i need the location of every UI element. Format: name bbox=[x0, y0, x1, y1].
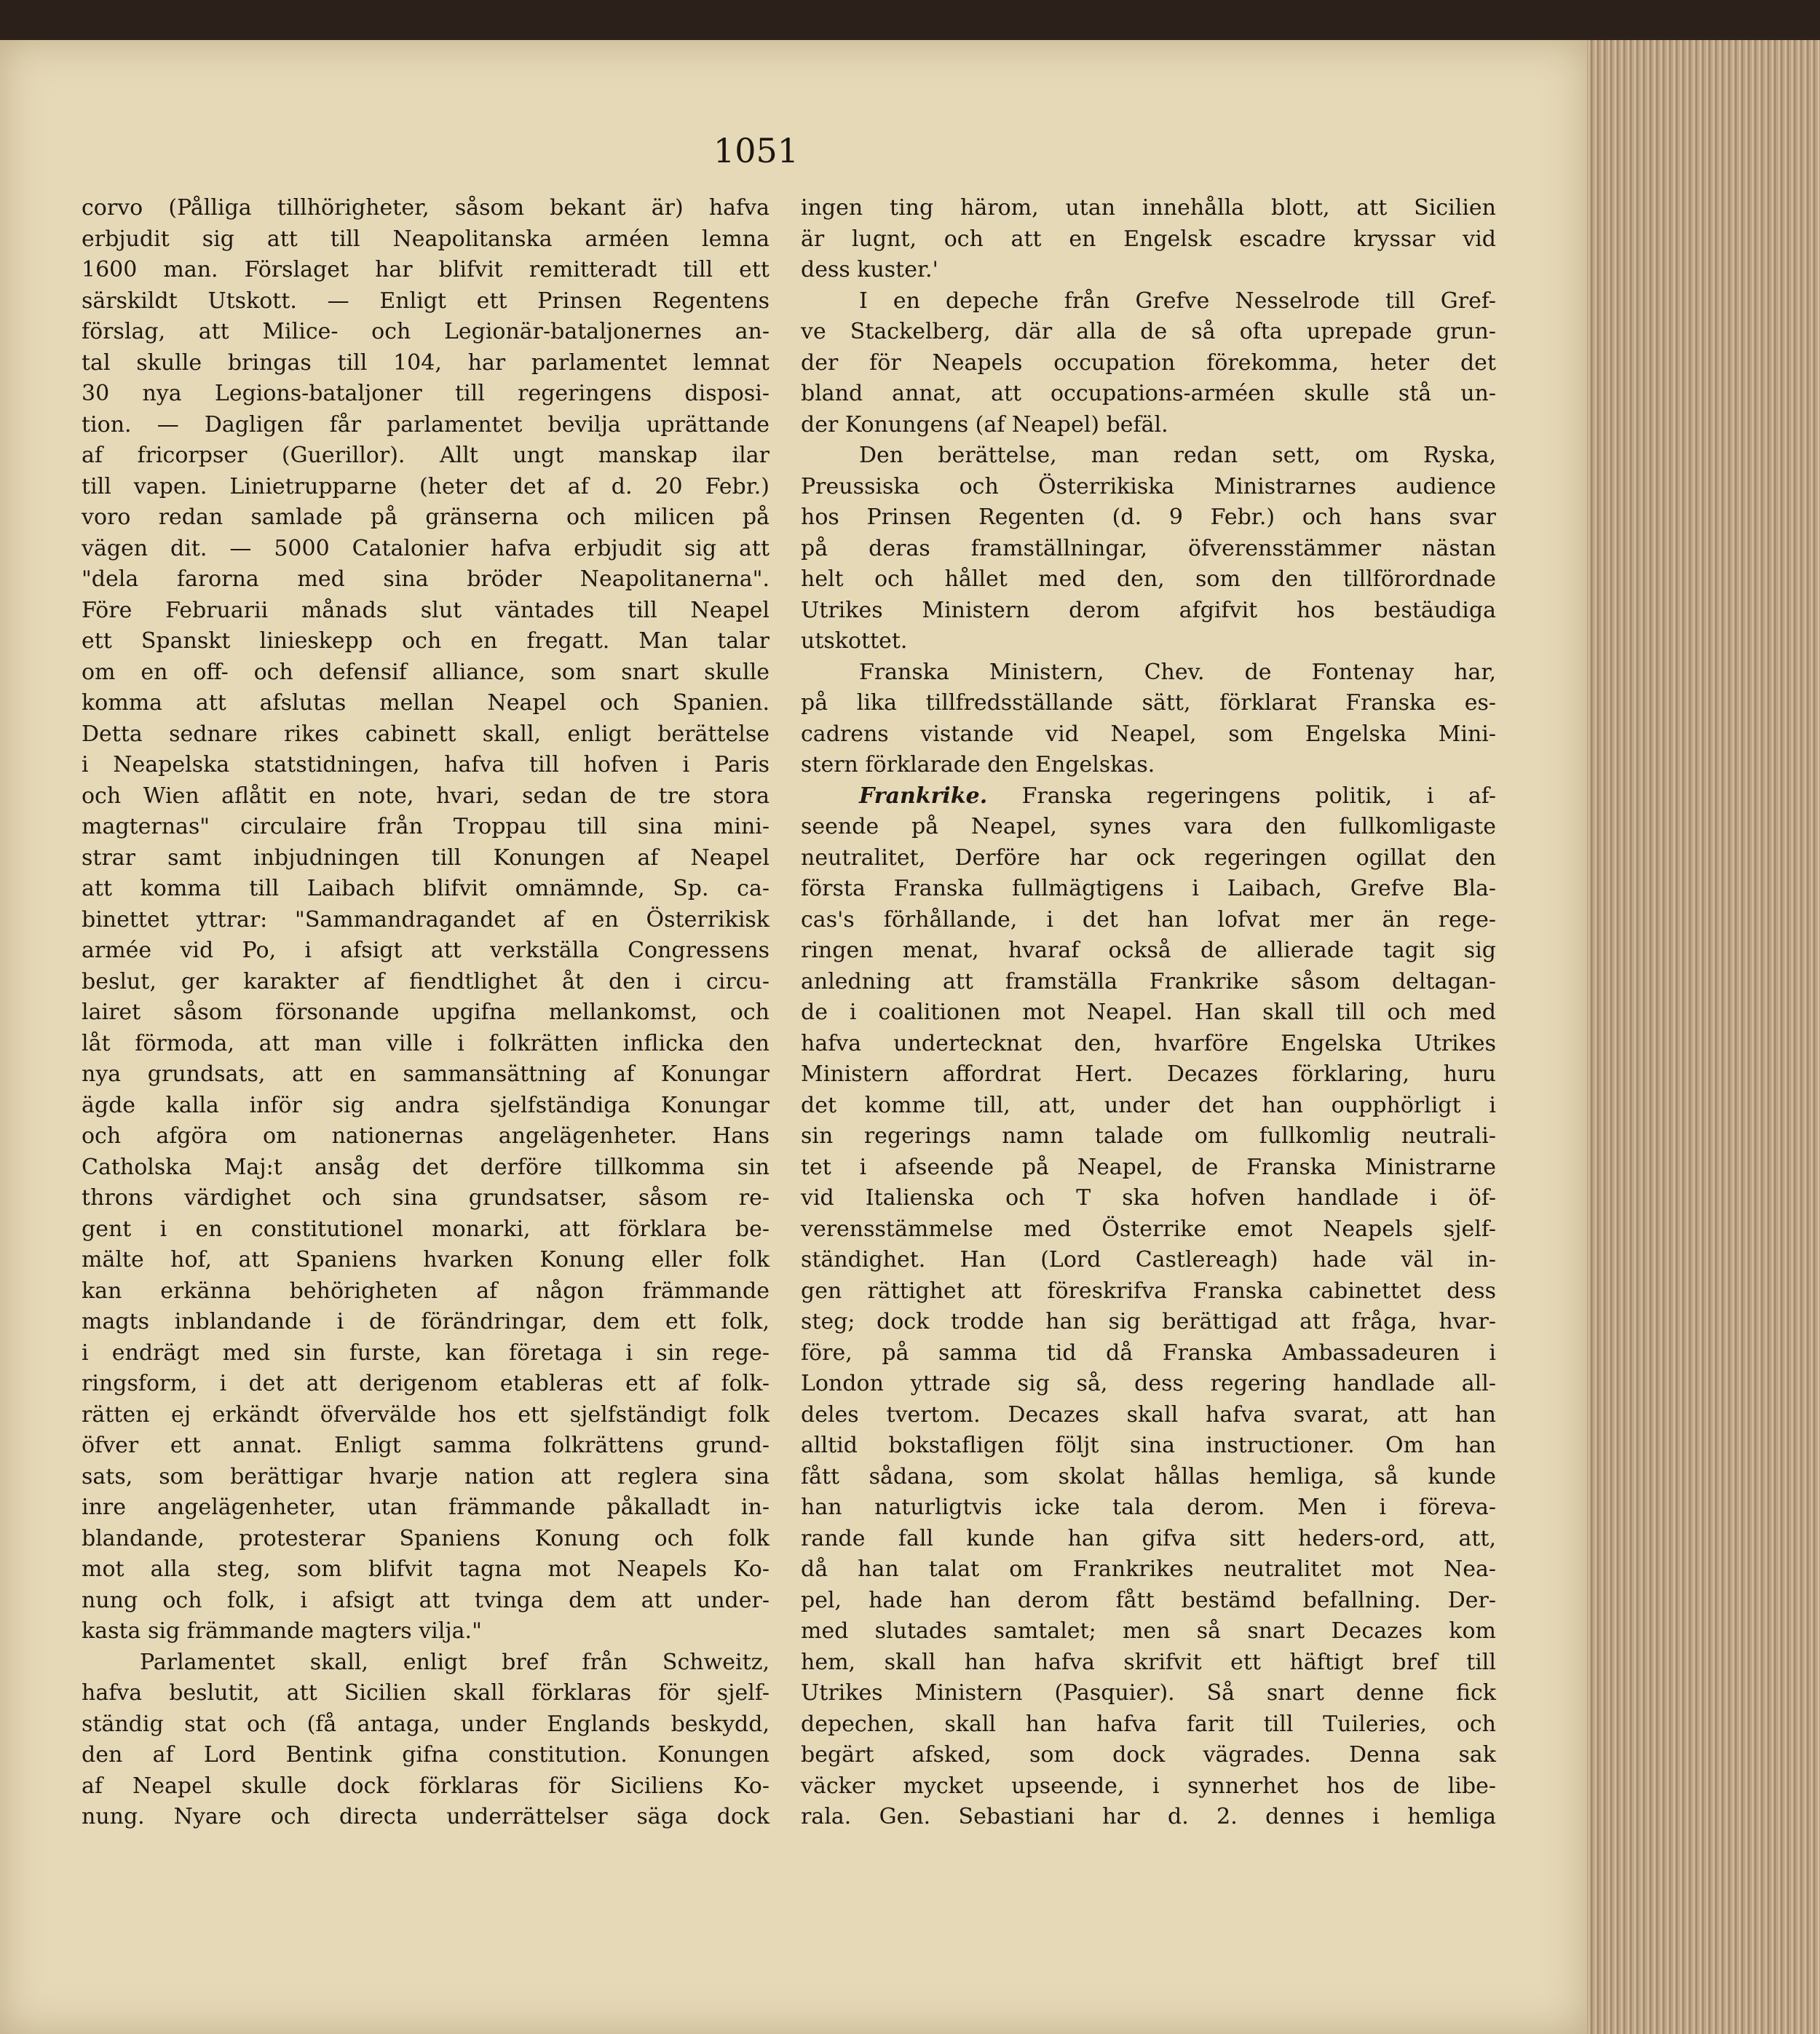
text-line: steg; dock trodde han sig berättigad att fråga, hvar- bbox=[801, 1309, 1496, 1334]
text-line: hafva beslutit, att Sicilien skall förklaras för sjelf- bbox=[82, 1680, 769, 1706]
text-line: ringen menat, hvaraf också de allierade tagit sig bbox=[801, 938, 1496, 963]
text-line: väcker mycket upseende, i synnerhet hos de libe- bbox=[801, 1773, 1496, 1799]
text-line: sats, som berättigar hvarje nation att reglera sina bbox=[82, 1463, 769, 1489]
text-line: lairet såsom försonande upgifna mellankomst, och bbox=[82, 1000, 769, 1025]
text-line: ägde kalla inför sig andra sjelfständiga Konungar bbox=[82, 1092, 769, 1118]
text-line: Franska Ministern, Chev. de Fontenay har, bbox=[859, 659, 1496, 685]
text-line: anledning att framställa Frankrike såsom deltagan- bbox=[801, 968, 1496, 994]
text-line: ringsform, i det att derigenom etableras ett af folk- bbox=[82, 1371, 769, 1396]
text-line: kasta sig främmande magters vilja." bbox=[82, 1618, 482, 1644]
text-line: i Neapelska statstidningen, hafva till hofven i Paris bbox=[82, 752, 769, 777]
text-line: och afgöra om nationernas angelägenheter. Hans bbox=[82, 1123, 769, 1149]
text-line: neutralitet, Derföre har ock regeringen ogillat den bbox=[801, 844, 1496, 871]
text-line: Utrikes Ministern derom afgifvit hos bestäudiga bbox=[801, 597, 1496, 623]
section-heading: Frankrike. bbox=[859, 783, 988, 809]
text-line: fått sådana, som skolat hållas hemliga, så kunde bbox=[801, 1463, 1496, 1489]
text-line: komma att afslutas mellan Neapel och Spanien. bbox=[82, 690, 769, 716]
text-line: låt förmoda, att man ville i folkrätten inflicka den bbox=[82, 1030, 769, 1056]
text-line: särskildt Utskott. — Enligt ett Prinsen Regentens bbox=[82, 288, 769, 314]
text-line: är lugnt, och att en Engelsk escadre kryssar vid bbox=[801, 226, 1496, 252]
text-line: öfver ett annat. Enligt samma folkrättens grund- bbox=[82, 1433, 769, 1458]
text-line: strar samt inbjudningen till Konungen af Neapel bbox=[82, 844, 769, 871]
text-line: bland annat, att occupations-arméen skulle stå un- bbox=[801, 381, 1496, 406]
text-line: första Franska fullmägtigens i Laibach, Grefve Bla- bbox=[801, 876, 1496, 901]
text-line: nya grundsats, att en sammansättning af Konungar bbox=[82, 1061, 769, 1087]
text-line: cas's förhållande, i det han lofvat mer än rege- bbox=[801, 906, 1496, 933]
text-line: rande fall kunde han gifva sitt heders-ord, att, bbox=[801, 1525, 1496, 1551]
text-line: voro redan samlade på gränserna och milicen på bbox=[82, 504, 769, 530]
text-line: sin regerings namn talade om fullkomlig neutrali- bbox=[801, 1123, 1496, 1149]
text-line: hem, skall han hafva skrifvit ett häftigt bref till bbox=[801, 1649, 1496, 1675]
text-line: Parlamentet skall, enligt bref från Schweitz, bbox=[140, 1649, 769, 1675]
text-line: stern förklarade den Engelskas. bbox=[801, 752, 1155, 777]
text-line: mälte hof, att Spaniens hvarken Konung eller folk bbox=[82, 1247, 769, 1273]
text-line: före, på samma tid då Franska Ambassadeuren i bbox=[801, 1339, 1496, 1366]
page-number: 1051 bbox=[713, 131, 799, 170]
text-line: ständig stat och (få antaga, under Englands beskydd, bbox=[82, 1711, 769, 1737]
text-line: tet i afseende på Neapel, de Franska Ministrarne bbox=[801, 1154, 1496, 1180]
text-line: Preussiska och Österrikiska Ministrarnes audience bbox=[801, 473, 1496, 499]
text-line: gen rättighet att föreskrifva Franska cabinettet dess bbox=[801, 1278, 1496, 1304]
text-line: nung. Nyare och directa underrättelser säga dock bbox=[82, 1804, 769, 1829]
text-line: armée vid Po, i afsigt att verkställa Congressens bbox=[82, 938, 769, 963]
text-line: den af Lord Bentink gifna constitution. Konungen bbox=[82, 1742, 769, 1768]
text-line: och Wien aflåtit en note, hvari, sedan de tre stora bbox=[82, 783, 769, 809]
text-line: deles tvertom. Decazes skall hafva svarat, att han bbox=[801, 1401, 1496, 1428]
text-line: rätten ej erkändt öfvervälde hos ett sjelfständigt folk bbox=[82, 1401, 769, 1428]
text-line: ingen ting härom, utan innehålla blott, att Sicilien bbox=[801, 195, 1496, 221]
text-line: förslag, att Milice- och Legionär-bataljonernes an- bbox=[82, 319, 769, 344]
text-line-body: Franska regeringens politik, i af- bbox=[1021, 783, 1496, 809]
text-line bbox=[801, 781, 1496, 812]
text-line: beslut, ger karakter af fiendtlighet åt den i circu- bbox=[82, 968, 769, 994]
text-line: inre angelägenheter, utan främmande påkalladt in- bbox=[82, 1495, 769, 1520]
text-line: på deras framställningar, öfverensstämmer nästan bbox=[801, 535, 1496, 561]
text-line: af Neapel skulle dock förklaras för Siciliens Ko- bbox=[82, 1773, 769, 1799]
text-line: Utrikes Ministern (Pasquier). Så snart denne fick bbox=[801, 1680, 1496, 1706]
text-line: helt och hållet med den, som den tillförordnade bbox=[801, 566, 1496, 592]
text-line: 1600 man. Förslaget har blifvit remitteradt till ett bbox=[82, 257, 769, 282]
text-line: mot alla steg, som blifvit tagna mot Neapels Ko- bbox=[82, 1556, 769, 1582]
text-line: utskottet. bbox=[801, 628, 908, 654]
text-line: då han talat om Frankrikes neutralitet mot Nea- bbox=[801, 1556, 1496, 1582]
right-text-column bbox=[801, 193, 1496, 1833]
text-line: ve Stackelberg, där alla de så ofta uprepade grun- bbox=[801, 319, 1496, 344]
text-line: London yttrade sig så, dess regering handlade all- bbox=[801, 1371, 1496, 1396]
text-line: cadrens vistande vid Neapel, som Engelska Mini- bbox=[801, 721, 1496, 747]
text-line: binettet yttrar: "Sammandragandet af en Österrikisk bbox=[82, 906, 769, 933]
text-line: ett Spanskt linieskepp och en fregatt. Man talar bbox=[82, 628, 769, 654]
text-line: tal skulle bringas till 104, har parlamentet lemnat bbox=[82, 349, 769, 376]
text-line: det komme till, att, under det han oupphörligt i bbox=[801, 1092, 1496, 1118]
text-line: seende på Neapel, synes vara den fullkomligaste bbox=[801, 814, 1496, 839]
text-line: till vapen. Linietrupparne (heter det af d. 20 Febr.) bbox=[82, 473, 769, 499]
text-line: erbjudit sig att till Neapolitanska arméen lemna bbox=[82, 226, 769, 252]
text-line: alltid bokstafligen följt sina instructioner. Om han bbox=[801, 1433, 1496, 1458]
text-line: Catholska Maj:t ansåg det derföre tillkomma sin bbox=[82, 1154, 769, 1180]
text-line: magternas" circulaire från Troppau till sina mini- bbox=[82, 814, 769, 839]
left-text-column bbox=[82, 193, 769, 1833]
page-edges bbox=[1587, 40, 1820, 2034]
text-line: begärt afsked, som dock vägrades. Denna sak bbox=[801, 1742, 1496, 1768]
text-line: throns värdighet och sina grundsatser, såsom re- bbox=[82, 1185, 769, 1211]
text-line: dess kuster.' bbox=[801, 257, 938, 282]
text-line: att komma till Laibach blifvit omnämnde, Sp. ca- bbox=[82, 876, 769, 901]
text-line: hafva undertecknat den, hvarföre Engelska Utrikes bbox=[801, 1030, 1496, 1056]
text-line: med slutades samtalet; men så snart Decazes kom bbox=[801, 1618, 1496, 1644]
text-line: hos Prinsen Regenten (d. 9 Febr.) och hans svar bbox=[801, 504, 1496, 530]
text-line: I en depeche från Grefve Nesselrode till Gref- bbox=[859, 288, 1496, 314]
text-line: Detta sednare rikes cabinett skall, enligt berättelse bbox=[82, 721, 769, 747]
text-line: der Konungens (af Neapel) befäl. bbox=[801, 411, 1168, 438]
text-line: depechen, skall han hafva farit till Tuileries, och bbox=[801, 1711, 1496, 1737]
text-line: "dela farorna med sina bröder Neapolitanerna". bbox=[82, 566, 769, 592]
text-line: han naturligtvis icke tala derom. Men i föreva- bbox=[801, 1495, 1496, 1520]
text-line: der för Neapels occupation förekomma, heter det bbox=[801, 349, 1496, 376]
text-line: vägen dit. — 5000 Catalonier hafva erbjudit sig att bbox=[82, 535, 769, 561]
text-line: tion. — Dagligen får parlamentet bevilja uprättande bbox=[82, 411, 769, 438]
text-line: 30 nya Legions-bataljoner till regeringens disposi- bbox=[82, 381, 769, 406]
text-line: de i coalitionen mot Neapel. Han skall till och med bbox=[801, 1000, 1496, 1025]
text-line: blandande, protesterar Spaniens Konung och folk bbox=[82, 1525, 769, 1551]
text-line: verensstämmelse med Österrike emot Neapels sjelf- bbox=[801, 1216, 1496, 1242]
text-line: af fricorpser (Guerillor). Allt ungt manskap ilar bbox=[82, 443, 769, 468]
text-line: Före Februarii månads slut väntades till Neapel bbox=[82, 597, 769, 623]
text-line: om en off- och defensif alliance, som snart skulle bbox=[82, 659, 769, 685]
text-line: Den berättelse, man redan sett, om Ryska, bbox=[859, 443, 1496, 468]
text-line: gent i en constitutionel monarki, att förklara be- bbox=[82, 1216, 769, 1242]
text-line: i endrägt med sin furste, kan företaga i sin rege- bbox=[82, 1339, 769, 1366]
text-line: ständighet. Han (Lord Castlereagh) hade väl in- bbox=[801, 1247, 1496, 1273]
text-line: rala. Gen. Sebastiani har d. 2. dennes i hemliga bbox=[801, 1804, 1496, 1829]
text-line: vid Italienska och T ska hofven handlade i öf- bbox=[801, 1185, 1496, 1211]
text-line: corvo (Pålliga tillhörigheter, såsom bekant är) hafva bbox=[82, 195, 769, 221]
text-line: magts inblandande i de förändringar, dem ett folk, bbox=[82, 1309, 769, 1334]
text-line: kan erkänna behörigheten af någon främmande bbox=[82, 1278, 769, 1304]
text-line: nung och folk, i afsigt att tvinga dem att under- bbox=[82, 1587, 769, 1613]
text-line: pel, hade han derom fått bestämd befallning. Der- bbox=[801, 1587, 1496, 1613]
text-line: på lika tillfredsställande sätt, förklarat Franska es- bbox=[801, 690, 1496, 716]
text-line: Ministern affordrat Hert. Decazes förklaring, huru bbox=[801, 1061, 1496, 1087]
